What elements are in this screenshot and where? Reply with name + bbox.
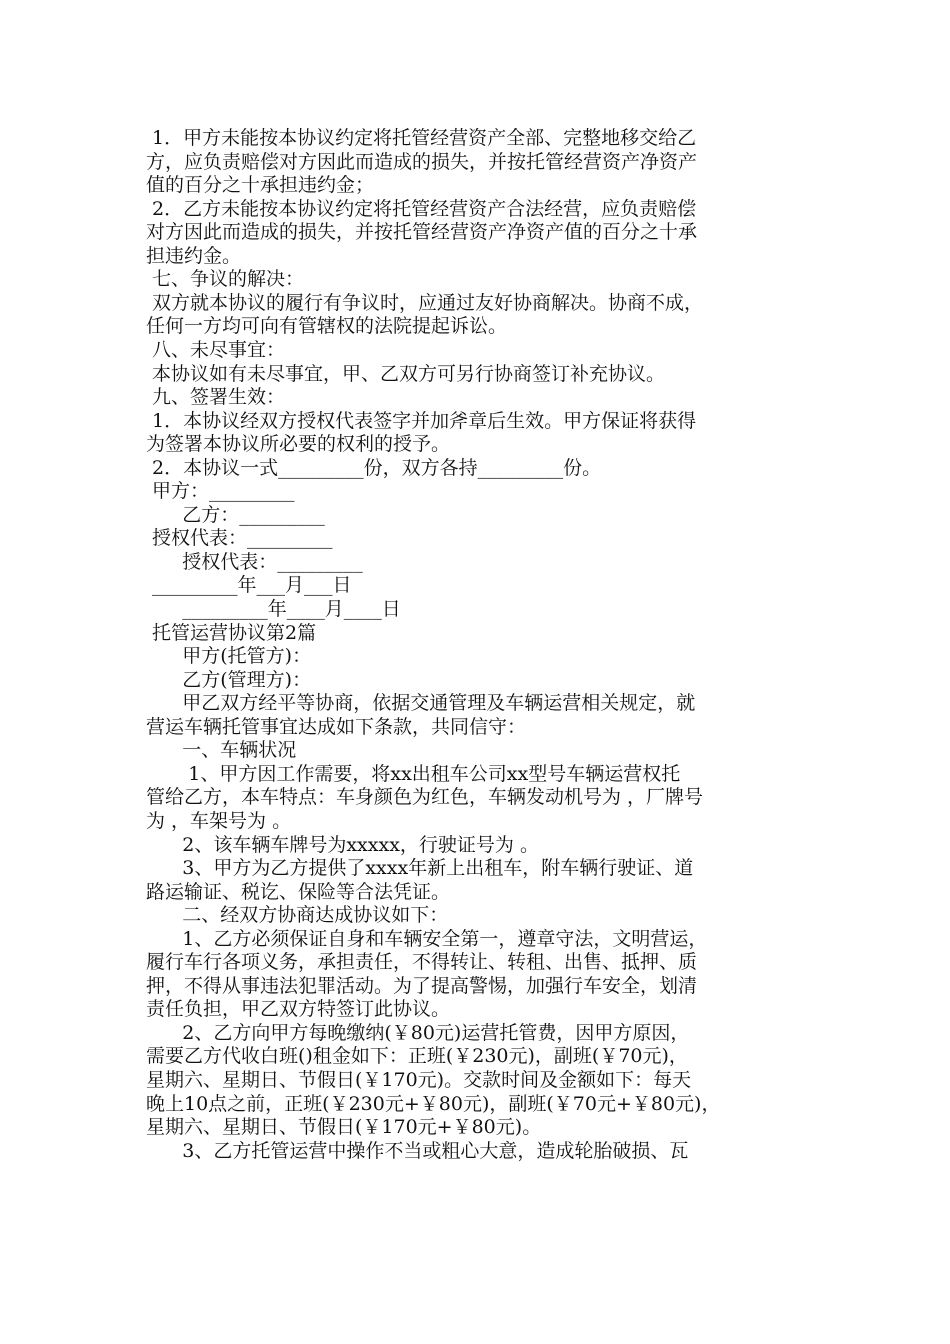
text-line: 为签署本协议所必要的权利的授予。 [146,433,451,455]
text-line: 授权代表：_________ [146,527,333,549]
text-line: 2、乙方向甲方每晚缴纳(￥80元)运营托管费，因甲方原因， [146,1022,690,1044]
text-line: 2、该车辆车牌号为xxxxx，行驶证号为 。 [146,834,539,856]
text-line: 托管运营协议第2篇 [146,622,317,644]
text-line: 甲乙双方经平等协商，依据交通管理及车辆运营相关规定，就 [146,692,696,714]
text-line: 押，不得从事违法犯罪活动。为了提高警惕，加强行车安全，划清 [146,975,698,997]
text-line: 任何一方均可向有管辖权的法院提起诉讼。 [146,315,508,337]
text-line: 乙方(管理方)： [146,669,312,691]
text-line: 星期六、星期日、节假日(￥170元+￥80元)。 [146,1116,542,1138]
text-line: 2．本协议一式_________份，双方各持_________份。 [146,457,602,479]
text-line: 晚上10点之前，正班(￥230元+￥80元)，副班(￥70元+￥80元)， [146,1093,721,1115]
text-line: 双方就本协议的履行有争议时，应通过友好协商解决。协商不成， [146,292,704,314]
text-line: 管给乙方，本车特点：车身颜色为红色，车辆发动机号为 ，厂牌号 [146,786,704,808]
text-line: 履行车行各项义务，承担责任，不得转让、转租、出售、抵押、质 [146,951,698,973]
text-line: 乙方：_________ [146,504,325,526]
text-line: 星期六、星期日、节假日(￥170元)。交款时间及金额如下：每天 [146,1069,692,1091]
text-line: 1．本协议经双方授权代表签字并加斧章后生效。甲方保证将获得 [146,410,697,432]
text-line: 为 ，车架号为 。 [146,810,292,832]
text-line: 方，应负责赔偿对方因此而造成的损失，并按托管经营资产净资产 [146,151,698,173]
text-line: 一、车辆状况 [146,739,297,761]
text-line: 九、签署生效： [146,386,286,408]
text-line: 对方因此而造成的损失，并按托管经营资产净资产值的百分之十承 [146,221,698,243]
text-line: 2．乙方未能按本协议约定将托管经营资产合法经营，应负责赔偿 [146,198,697,220]
text-line: 营运车辆托管事宜达成如下条款，共同信守： [146,716,527,738]
text-line: 七、争议的解决： [146,268,305,290]
text-line: 授权代表：_________ [146,551,363,573]
text-line: _________年____月____日 [146,598,401,620]
text-line: 1、乙方必须保证自身和车辆安全第一，遵章守法，文明营运， [146,928,708,950]
text-line: 值的百分之十承担违约金； [146,174,375,196]
text-line: 需要乙方代收白班()租金如下：正班(￥230元)，副班(￥70元)， [146,1045,688,1067]
text-line: 1、甲方因工作需要，将xx出租车公司xx型号车辆运营权托 [146,763,681,785]
text-line: 本协议如有未尽事宜，甲、乙双方可另行协商签订补充协议。 [146,363,666,385]
text-line: 甲方：_________ [146,480,295,502]
text-line: 3、乙方托管运营中操作不当或粗心大意，造成轮胎破损、瓦 [146,1140,689,1162]
text-line: 甲方(托管方)： [146,645,312,667]
text-line: 八、未尽事宜： [146,339,286,361]
text-line: 3、甲方为乙方提供了xxxx年新上出租车，附车辆行驶证、道 [146,857,694,879]
text-line: 路运输证、税讫、保险等合法凭证。 [146,881,451,903]
text-line: 二、经双方协商达成协议如下： [146,904,449,926]
text-line: _________年___月___日 [146,574,352,596]
text-line: 担违约金。 [146,245,242,267]
text-line: 责任负担，甲乙双方特签订此协议。 [146,998,451,1020]
text-line: 1．甲方未能按本协议约定将托管经营资产全部、完整地移交给乙 [146,127,697,149]
